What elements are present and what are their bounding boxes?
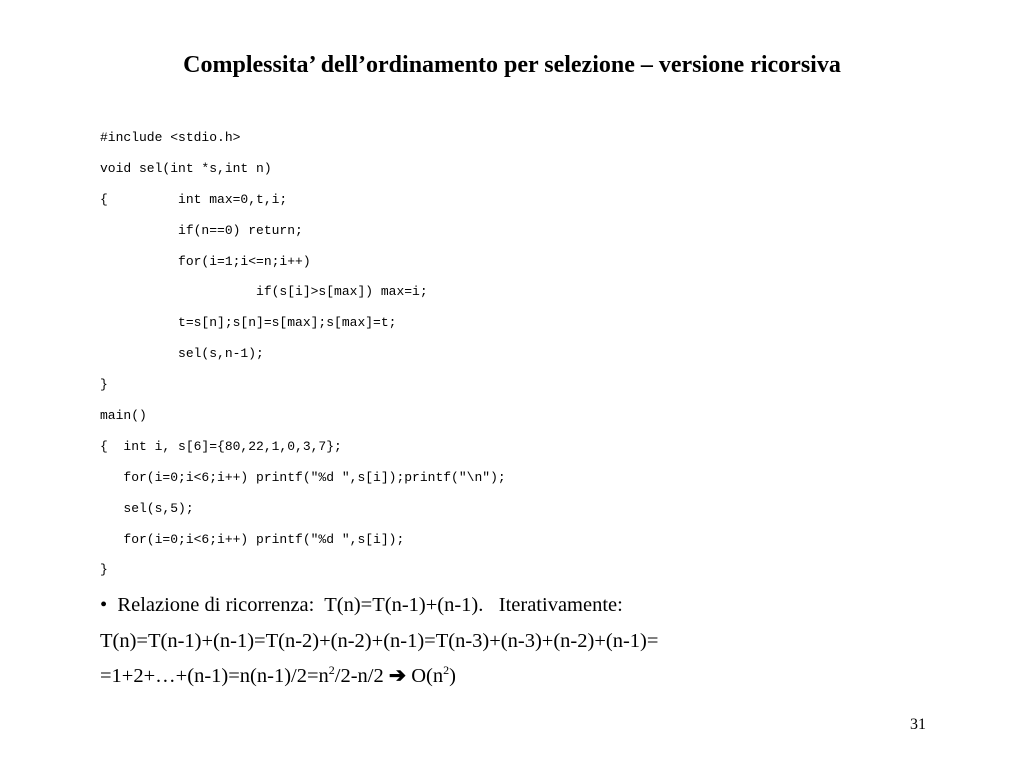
code-line: void sel(int *s,int n) [100, 160, 272, 176]
complexity-result [100, 661, 658, 697]
analysis-text [100, 590, 658, 697]
code-line: t=s[n];s[n]=s[max];s[max]=t; [100, 315, 397, 331]
code-line: } [100, 562, 108, 578]
right-arrow-icon: ➔ [388, 665, 407, 687]
code-line: for(i=0;i<6;i++) printf("%d ",s[i]); [100, 531, 405, 547]
code-line: main() [100, 408, 147, 424]
code-line: #include <stdio.h> [100, 130, 241, 145]
slide-title: Complessita’ dell’ordinamento per selezione – versione ricorsiva [183, 52, 841, 78]
exponent: 2 [443, 663, 450, 677]
code-block [100, 126, 506, 589]
code-line: sel(s,n-1); [100, 346, 264, 362]
code-line: { int i, s[6]={80,22,1,0,3,7}; [100, 438, 342, 454]
formula-part: =1+2+…+(n-1)=n(n-1)/2=n [100, 665, 329, 687]
code-line: if(n==0) return; [100, 222, 303, 238]
code-line: if(s[i]>s[max]) max=i; [100, 284, 428, 300]
code-line: { int max=0,t,i; [100, 191, 288, 207]
recurrence-bullet: • Relazione di ricorrenza: T(n)=T(n-1)+(n-1). Iterativamente: [100, 594, 623, 616]
formula-part: O(n [406, 665, 444, 687]
exponent: 2 [328, 663, 335, 677]
iteration-expansion: T(n)=T(n-1)+(n-1)=T(n-2)+(n-2)+(n-1)=T(n-3)+(n-3)+(n-2)+(n-1)= [100, 629, 659, 652]
page-number: 31 [910, 716, 926, 733]
code-line: } [100, 377, 108, 393]
formula-part: /2-n/2 [334, 665, 389, 687]
code-line: for(i=0;i<6;i++) printf("%d ",s[i]);printf("\n"); [100, 469, 506, 485]
code-line: for(i=1;i<=n;i++) [100, 253, 311, 269]
formula-part: ) [449, 665, 456, 687]
code-line: sel(s,5); [100, 500, 194, 516]
